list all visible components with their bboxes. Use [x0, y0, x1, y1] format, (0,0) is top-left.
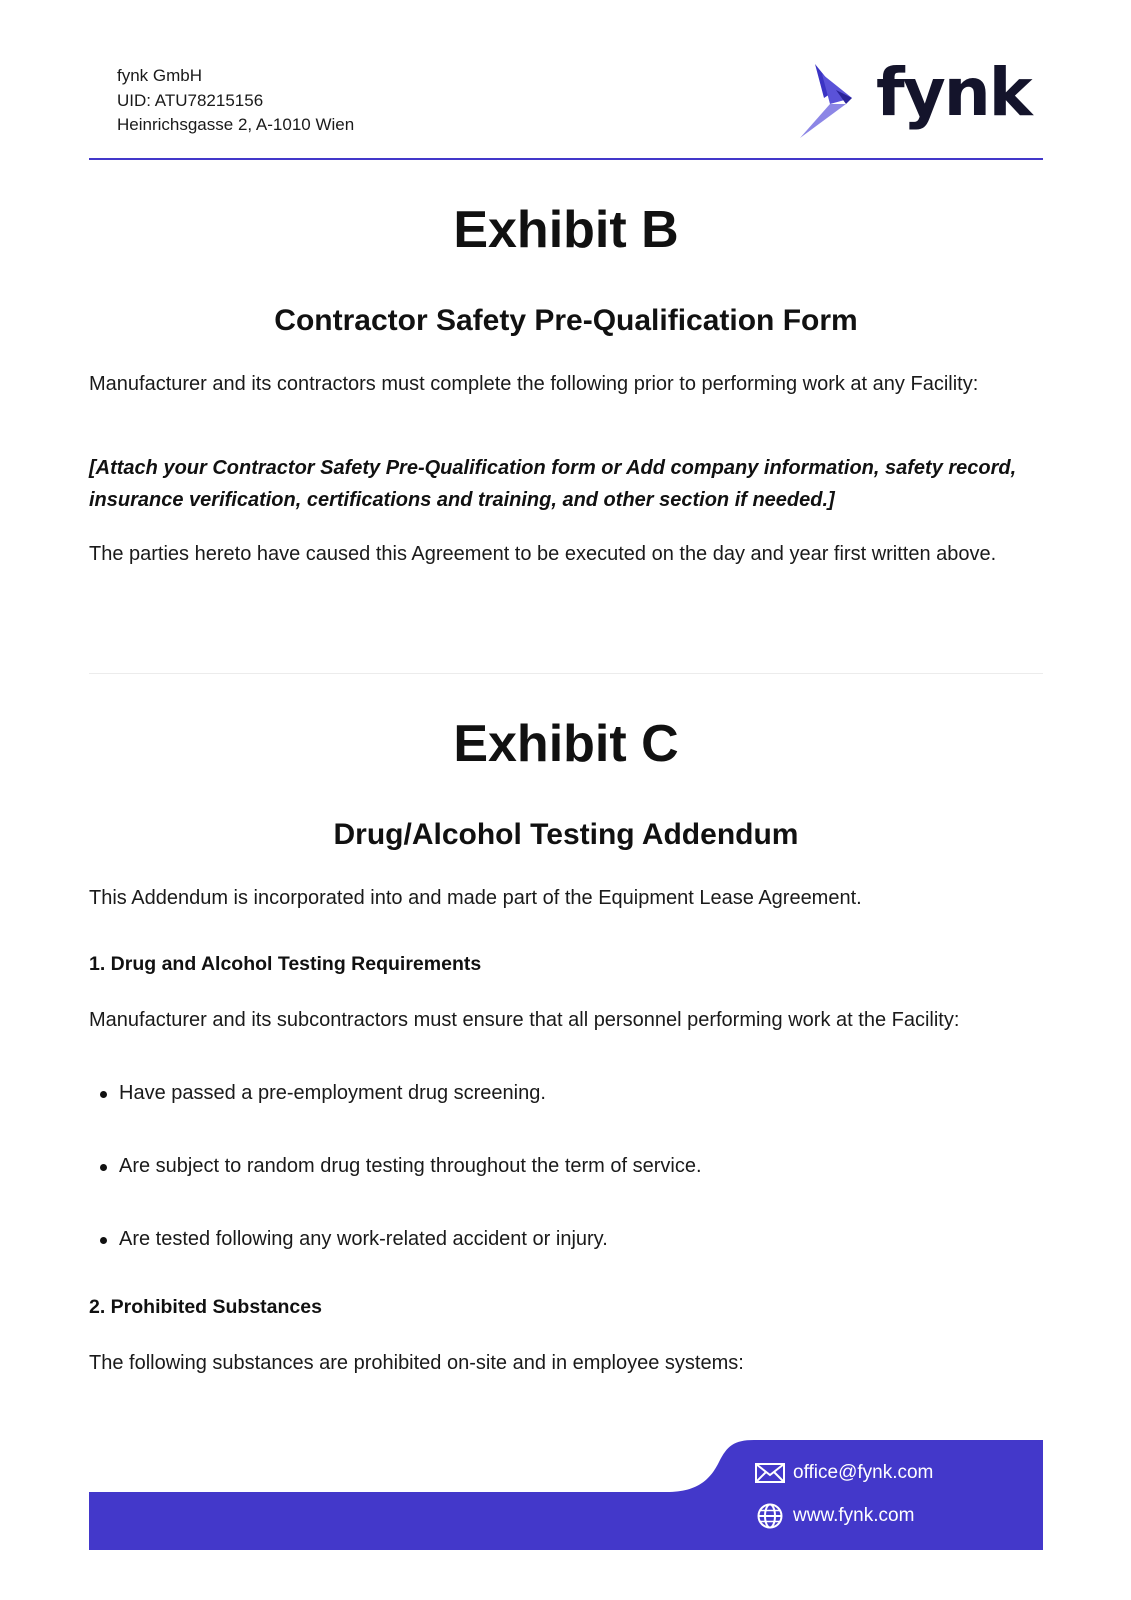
- section-divider: [89, 673, 1043, 674]
- list-item-text: Have passed a pre-employment drug screening.: [119, 1082, 546, 1104]
- section-2-text: The following substances are prohibited on-site and in employee systems:: [89, 1352, 744, 1374]
- exhibit-b-title: Exhibit B: [453, 201, 679, 259]
- fynk-logo: [800, 54, 1031, 142]
- footer-website[interactable]: [755, 1503, 914, 1529]
- website-link[interactable]: www.fynk.com: [793, 1505, 915, 1526]
- bullet-icon: [100, 1237, 107, 1244]
- email-link[interactable]: office@fynk.com: [793, 1462, 934, 1483]
- company-info: [117, 64, 354, 138]
- company-address: Heinrichsgasse 2, A-1010 Wien: [117, 115, 355, 134]
- exhibit-b-closing: The parties hereto have caused this Agreement to be executed on the day and year first written above.: [89, 543, 997, 565]
- list-item-text: Are tested following any work-related accident or injury.: [119, 1228, 608, 1250]
- exhibit-c-intro: This Addendum is incorporated into and made part of the Equipment Lease Agreement.: [89, 887, 862, 909]
- company-uid: UID: ATU78215156: [117, 90, 264, 110]
- globe-icon: [755, 1503, 785, 1529]
- mail-icon: [755, 1460, 785, 1486]
- header-rule: [89, 158, 1043, 160]
- bullet-icon: [100, 1164, 107, 1171]
- logo-wordmark: fynk: [876, 54, 1031, 131]
- footer-email[interactable]: [755, 1460, 933, 1486]
- exhibit-c-subtitle: Drug/Alcohol Testing Addendum: [333, 818, 799, 851]
- bullet-icon: [100, 1091, 107, 1098]
- section-1-text: Manufacturer and its subcontractors must ensure that all personnel performing work at the Facility:: [89, 1009, 960, 1031]
- exhibit-c-title: Exhibit C: [453, 715, 679, 773]
- footer-band: [89, 1440, 1043, 1550]
- exhibit-b-intro: Manufacturer and its contractors must complete the following prior to performing work at any Facility:: [89, 373, 979, 395]
- list-item-text: Are subject to random drug testing throughout the term of service.: [119, 1155, 702, 1177]
- section-1-heading: 1. Drug and Alcohol Testing Requirements: [89, 953, 482, 975]
- footer-shape: [89, 1440, 1043, 1550]
- exhibit-b-placeholder: [Attach your Contractor Safety Pre-Qualification form or Add company information, safety record, insurance verification, certifications and training, and other section if needed.]: [89, 457, 1017, 511]
- bird-logo-icon: [800, 60, 870, 142]
- section-2-heading: 2. Prohibited Substances: [89, 1296, 322, 1318]
- company-name: fynk GmbH: [117, 66, 203, 85]
- exhibit-b-subtitle: Contractor Safety Pre-Qualification Form: [274, 304, 858, 337]
